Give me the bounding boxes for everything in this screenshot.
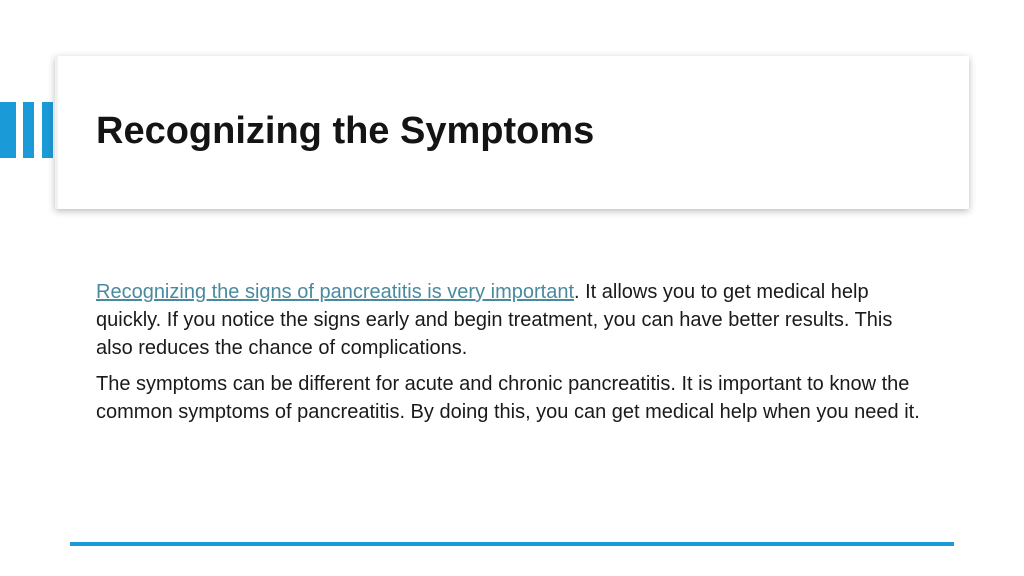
body-paragraph-1-text: . It allows you to get medical help quickly. If you notice the signs early and begin treatment, you can have better results. This also reduces the chance of complications. [96, 281, 893, 359]
accent-bars-decoration [0, 102, 56, 158]
body-paragraph-1 [96, 278, 926, 362]
accent-bar [23, 102, 34, 158]
pancreatitis-signs-link[interactable]: Recognizing the signs of pancreatitis is very important [96, 281, 575, 303]
slide-title: Recognizing the Symptoms [96, 110, 595, 152]
body-paragraph-2: The symptoms can be different for acute and chronic pancreatitis. It is important to know the common symptoms of pancreatitis. By doing this, you can get medical help when you need it. [96, 373, 920, 423]
accent-bar [42, 102, 53, 158]
accent-bar [0, 102, 16, 158]
slide-body [96, 278, 926, 434]
bottom-divider-line [70, 542, 954, 546]
title-card-edge [55, 56, 58, 209]
